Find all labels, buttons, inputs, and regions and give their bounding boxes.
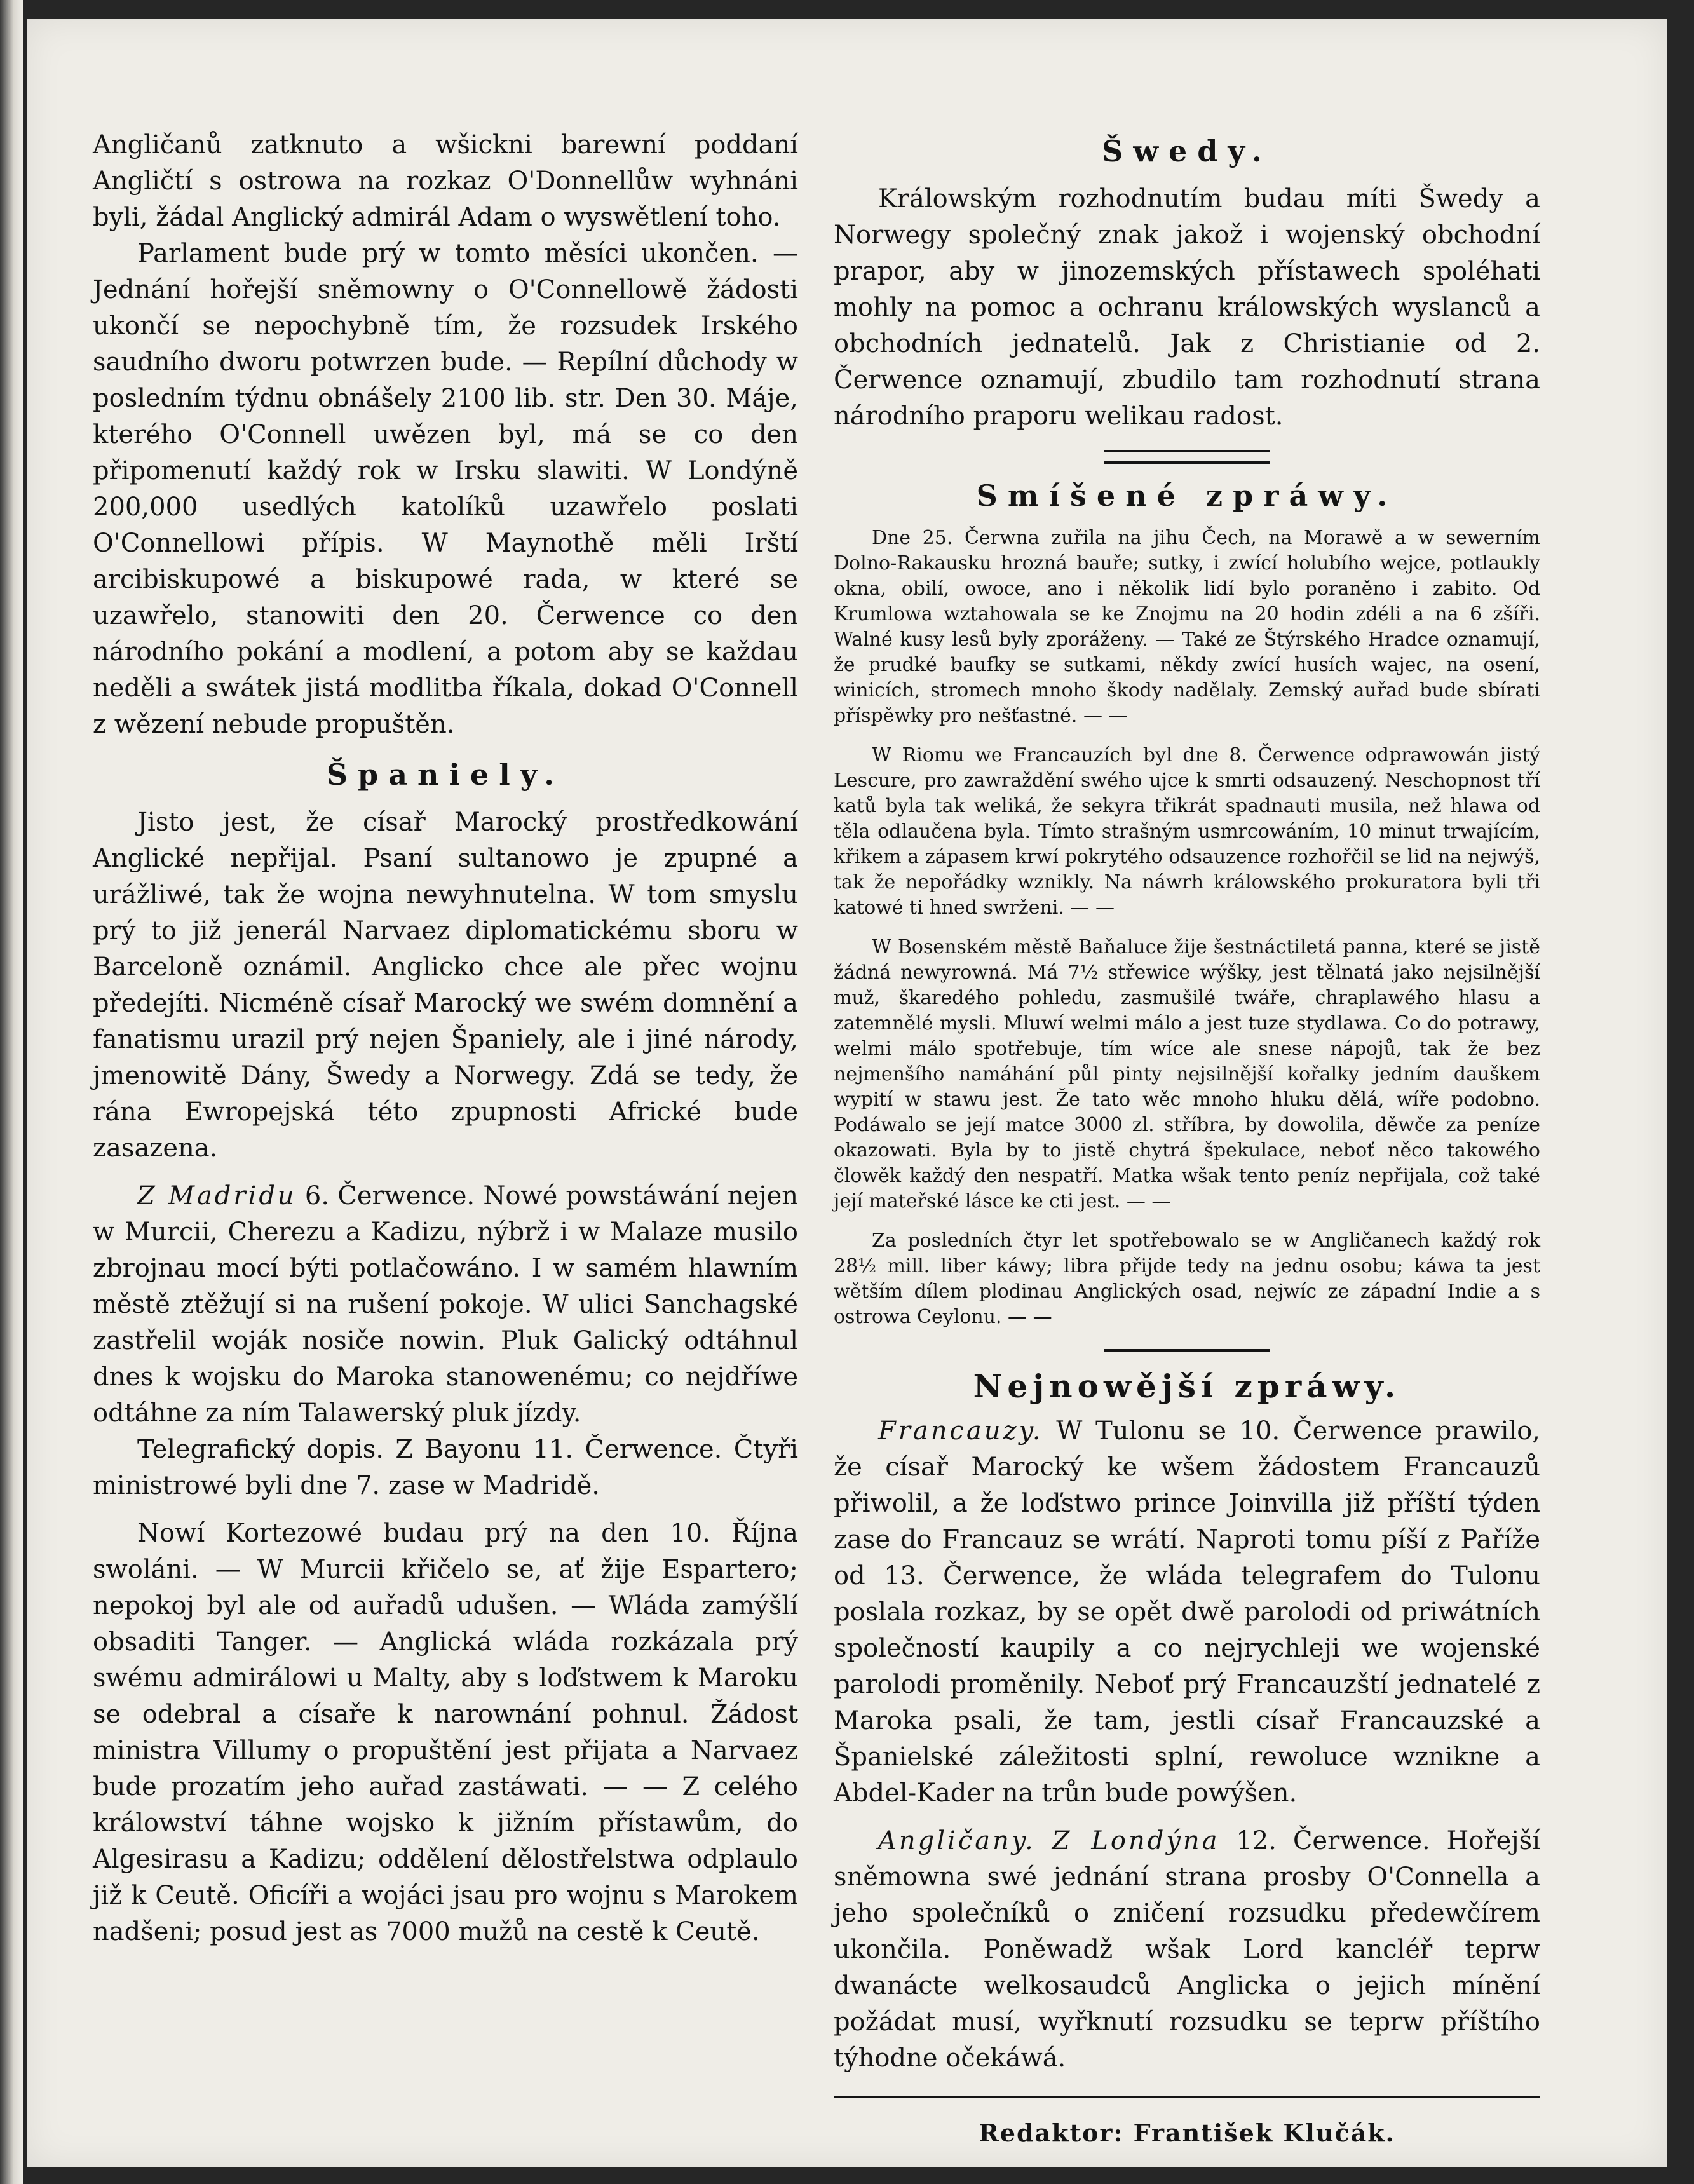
left-column: [93, 127, 798, 1950]
double-rule-divider: [1104, 450, 1270, 464]
article-paragraph: [93, 1178, 798, 1432]
section-heading-latest-news: Nejnowější zpráwy.: [973, 1367, 1401, 1405]
dateline-place: Francauzy.: [878, 1416, 1043, 1446]
miscellaneous-news: [834, 526, 1540, 1330]
section-heading-spanely: Španiely.: [326, 757, 565, 792]
news-item: W Riomu we Francauzích byl dne 8. Čerwence odprawowán jistý Lescure, pro zawraždění swého ujce k smrti odsauzený. Neschopnost tří katů byla tak weliká, že sekyra třikrát spadnauti musila, než hlawa od těla odlaučena byla. Tímto strašným usmrcowáním, 10 minut trwajícím, křikem a zápasem krwí pokrytého odsauzence rozhořčil se lid na nejwýš, tak že nepořádky wznikly. Na náwrh králowského prokuratora byli tři katowé ti hned swrženi. — —: [834, 744, 1540, 919]
rule-divider: [1104, 1349, 1270, 1352]
article-paragraph: Angličanů zatknuto a wšickni barewní poddaní Angličtí s ostrowa na rozkaz O'Donnellůw wyhnáni byli, žádal Anglický admirál Adam o wyswětlení toho.: [93, 130, 798, 232]
article-paragraph: Parlament bude prý w tomto měsíci ukončen. — Jednání hořejší sněmowny o O'Connellowě žádosti ukončí se nepochybně tím, že rozsudek Irského saudního dworu potwrzen bude. — Repílní důchody w posledním týdnu obnášely 2100 lib. str. Den 30. Máje, kterého O'Connell uwězen byl, má se co den připomenutí každý rok w Irsku slawiti. W Londýně 200,000 usedlých katolíků uzawřelo poslati O'Connellowi přípis. W Maynothě měli Irští arcibiskupowé a biskupowé rada, w které se uzawřelo, stanowiti den 20. Čerwence co den národního pokání a modlení, a potom aby se každau neděli a swátek jistá modlitba říkala, dokad O'Connell z wězení nebude propuštěn.: [93, 239, 798, 739]
binding-edge: [0, 0, 23, 2184]
editor-credit: Redaktor: František Klučák.: [979, 2119, 1395, 2147]
rule-divider: [834, 2096, 1540, 2098]
news-item: Za posledních čtyr let spotřebowalo se w Angličanech každý rok 28½ mill. liber káwy; libra přijde tedy na jednu osobu; káwa ta jest wětším dílem plodinau Anglických osad, nejwíc ze západní Indie a s ostrowa Ceylonu. — —: [834, 1230, 1540, 1328]
news-item: W Bosenském městě Baňaluce žije šestnáctiletá panna, které se jistě žádná newyrowná. Má 7½ střewice wýšky, jest tělnatá jako nejsilnější muž, škaredého pohledu, zasmušilé twáře, chraplawého hlasu a zatemnělé mysli. Mluwí welmi málo a jest tuze stydlawa. Co do potrawy, welmi málo spotřebuje, tím wíce ale snese nápojů, tak že bez nejmenšího namáhání půl pinty nejsilnější kořalky jedním dauškem wypití w stawu jest. Že tato wěc mnoho hluku dělá, wíře podobno. Podáwalo se její matce 3000 zl. stříbra, by dowolila, děwče za peníze okazowati. Byla by to jistě chytrá špekulace, neboť něco takowého člowěk každý den nespatří. Matka wšak tento peníz nepřijala, což také její mateřské lásce ke cti jest. — —: [834, 936, 1540, 1212]
article-text: 6. Čerwence. Nowé powstáwání nejen w Murcii, Cherezu a Kadizu, nýbrž i w Malaze musilo zbrojnau mocí býti potlačowáno. I w samém hlawním městě ztěžují si na rušení pokoje. W ulici Sanchagské zastřelil woják nosiče nowin. Pluk Galický odtáhnul dnes k wojsku do Maroka stanowenému; co nejdříwe odtáhne za ním Talawerský pluk jízdy.: [93, 1181, 798, 1428]
dateline-city: Z Londýna: [1052, 1826, 1220, 1855]
section-heading-swedy: Šwedy.: [1102, 134, 1272, 168]
article-paragraph: Jisto jest, že císař Marocký prostředkowání Anglické nepřijal. Psaní sultanowo je zpupné a urážliwé, tak že wojna newyhnutelna. W tom smyslu prý to již jenerál Narvaez diplomatickému sboru w Barceloně oznámil. Anglicko chce ale přec wojnu předejíti. Nicméně císař Marocký we swém domnění a fanatismu urazil prý nejen Španiely, ale i jiné národy, jmenowitě Dány, Šwedy a Norwegy. Zdá se tedy, že rána Ewropejská této zpupnosti Africké bude zasazena.: [93, 808, 798, 1163]
article-paragraph: [834, 1413, 1540, 1812]
dateline-place: Angličany.: [878, 1826, 1036, 1855]
right-column: [834, 133, 1540, 2151]
article-paragraph: Telegrafický dopis. Z Bayonu 11. Čerwence. Čtyři ministrowé byli dne 7. zase w Madridě.: [93, 1435, 798, 1500]
article-text: W Tulonu se 10. Čerwence prawilo, že císař Marocký ke wšem žádostem Francauzů přiwolil, a že loďstwo prince Joinvilla již příští týden zase do Francauz se wrátí. Naproti tomu píší z Paříže od 13. Čerwence, že wláda telegrafem do Tulonu poslala rozkaz, by se opět dwě parolodi od priwátních společností kaupily a co nejrychleji we wojenské parolodi proměnily. Neboť prý Francauzští jednatelé z Maroka psali, že tam, jestli císař Francauzské a Španielské záležitosti splní, rewoluce wznikne a Abdel-Kader na trůn bude powýšen.: [834, 1416, 1540, 1808]
news-item: Dne 25. Čerwna zuřila na jihu Čech, na Morawě a w sewerním Dolno-Rakausku hrozná bauře; sutky, i zwící holubího wejce, potlaukly okna, obilí, owoce, ano i několik lidí bylo poraněno i zabito. Od Krumlowa wztahowala se ke Znojmu na 20 hodin zdéli a na 6 zšíři. Walné kusy lesů byly zporáženy. — Také ze Štýrského Hradce oznamují, že prudké baufky se sutkami, někdy zwící husích wajec, na osení, winicích, stromech mnoho škody nadělaly. Zemský auřad bude sbírati příspěwky pro nešťastné. — —: [834, 527, 1540, 727]
section-heading-smisene: Smíšené zpráwy.: [976, 478, 1398, 513]
article-text: 12. Čerwence. Hořejší sněmowna swé jednání strana prosby O'Connella a jeho společníků o zničení rozsudku předewčírem ukončila. Poněwadž wšak Lord kancléř teprw dwanácte welkosaudců Anglicka o jejich mínění požádat musí, wyřknutí rozsudku se teprw příštího týhodne očekáwá.: [834, 1826, 1540, 2073]
article-paragraph: Nowí Kortezowé budau prý na den 10. Října swoláni. — W Murcii křičelo se, ať žije Espartero; nepokoj byl ale od auřadů udušen. — Wláda zamýšlí obsaditi Tanger. — Anglická wláda rozkázala prý swému admirálowi u Malty, aby s loďstwem k Maroku se odebral a císaře k narownání pohnul. Žádost ministra Villumy o propuštění jest přijata a Narvaez bude prozatím jeho auřad zastáwati. — — Z celého králowství táhne wojsko k jižním přístawům, do Algesirasu a Kadizu; oddělení dělostřelstwa odplaulo již k Ceutě. Oficíři a wojáci jsau pro wojnu s Marokem nadšeni; posud jest as 7000 mužů na cestě k Ceutě.: [93, 1519, 798, 1946]
article-paragraph: Králowským rozhodnutím budau míti Šwedy a Norwegy společný znak jakož i wojenský obchodní prapor, aby w jinozemských přístawech spoléhati mohly na pomoc a ochranu králowských wyslanců a obchodních jednatelů. Jak z Christianie od 2. Čerwence oznamují, zbudilo tam rozhodnutí strana národního praporu welikau radost.: [834, 184, 1540, 431]
dateline-place: Z Madridu: [137, 1181, 297, 1211]
article-paragraph: [834, 1823, 1540, 2077]
